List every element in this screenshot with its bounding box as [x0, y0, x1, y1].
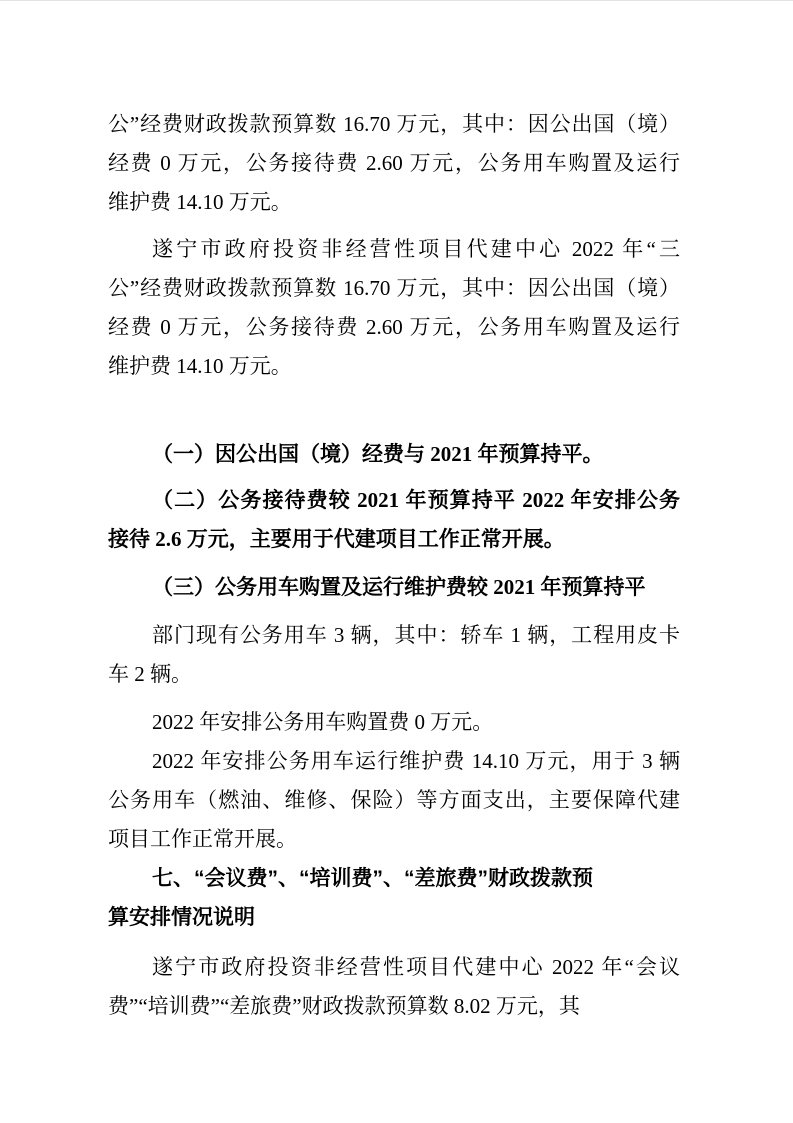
- paragraph-vehicle-purchase: [108, 703, 680, 742]
- text-line: 遂宁市政府投资非经营性项目代建中心 2022 年“三: [152, 237, 680, 261]
- paragraph-meeting-training-travel: [108, 948, 680, 1026]
- section-heading-line: 算安排情况说明: [108, 906, 255, 929]
- blank-line: [108, 386, 680, 435]
- paragraph-vehicle-maintenance: [108, 742, 680, 859]
- text-line: 2022 年安排公务用车运行维护费 14.10 万元，用于 3 辆: [152, 749, 680, 773]
- text-line: 车 2 辆。: [108, 662, 192, 686]
- heading-item-1: [108, 435, 680, 474]
- text-line: 维护费 14.10 万元。: [108, 190, 292, 214]
- heading-line: （二）公务接待费较 2021 年预算持平 2022 年安排公务: [152, 488, 680, 512]
- text-line: 部门现有公务用车 3 辆，其中：轿车 1 辆，工程用皮卡: [152, 623, 680, 647]
- heading-line: （三）公务用车购置及运行维护费较 2021 年预算持平: [152, 575, 646, 599]
- text-line: 经费 0 万元，公务接待费 2.60 万元，公务用车购置及运行: [108, 315, 680, 339]
- paragraph-sangong-continuation: [108, 105, 680, 222]
- text-line: 费”“培训费”“差旅费”财政拨款预算数 8.02 万元，其: [108, 994, 580, 1018]
- text-line: 遂宁市政府投资非经营性项目代建中心 2022 年“会议: [152, 955, 680, 979]
- heading-item-3: [108, 568, 680, 607]
- document-body: [108, 105, 680, 1026]
- text-line: 公”经费财政拨款预算数 16.70 万元，其中：因公出国（境）: [108, 112, 680, 136]
- heading-line: （一）因公出国（境）经费与 2021 年预算持平。: [152, 442, 604, 466]
- text-line: 公”经费财政拨款预算数 16.70 万元，其中：因公出国（境）: [108, 276, 680, 300]
- text-line: 维护费 14.10 万元。: [108, 354, 292, 378]
- section-heading-line: 七、“会议费”、“培训费”、“差旅费”财政拨款预: [152, 867, 593, 890]
- text-line: 公务用车（燃油、维修、保险）等方面支出，主要保障代建: [108, 788, 680, 812]
- heading-line: 接待 2.6 万元，主要用于代建项目工作正常开展。: [108, 527, 565, 551]
- heading-section-7: [108, 859, 680, 937]
- paragraph-vehicles: [108, 616, 680, 694]
- paragraph-sangong-center: [108, 230, 680, 386]
- text-line: 经费 0 万元，公务接待费 2.60 万元，公务用车购置及运行: [108, 151, 680, 175]
- text-line: 项目工作正常开展。: [108, 827, 297, 851]
- text-line: 2022 年安排公务用车购置费 0 万元。: [152, 710, 494, 734]
- heading-item-2: [108, 481, 680, 559]
